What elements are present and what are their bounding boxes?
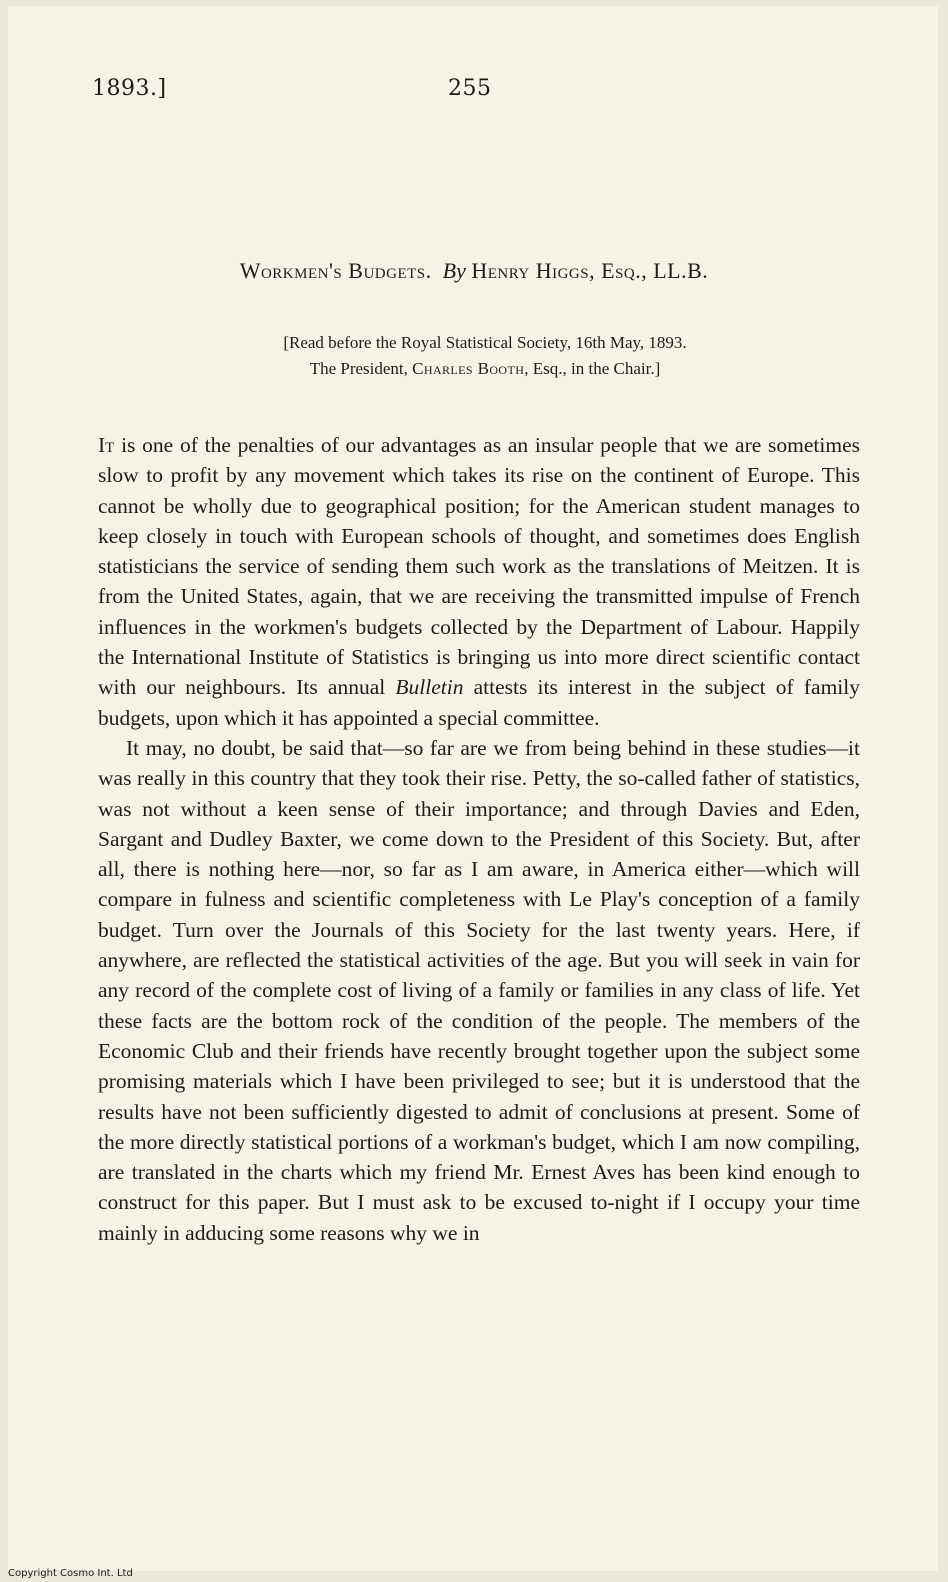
paragraph-1-text-b: attests its interest in the subject of family budgets, upon which it has appointed a special committee. xyxy=(98,675,860,730)
article-title xyxy=(0,258,948,284)
title-author: Henry Higgs, Esq., LL.B. xyxy=(471,258,709,283)
read-note-line-2 xyxy=(195,356,775,382)
page-number: 255 xyxy=(448,76,492,101)
read-note-post: , Esq., in the Chair.] xyxy=(524,359,661,378)
paragraph-1-italic: Bulletin xyxy=(395,675,464,700)
paragraph-1-lead: It xyxy=(98,433,115,457)
paragraph-2: It may, no doubt, be said that—so far are we from being behind in these studies—it was really in this country that they took their rise. Petty, the so-called father of statistics, was not without a keen sense of their importance; and through Davies and Eden, Sargant and Dudley Baxter, we come down to the President of this Society. But, after all, there is nothing here—nor, so far as I am aware, in America either—which will compare in fulness and scientific completeness with Le Play's conception of a family budget. Turn over the Journals of this Society for the last twenty years. Here, if anywhere, are reflected the statistical activities of the age. But you will seek in vain for any record of the complete cost of living of a family or families in any class of life. Yet these facts are the bottom rock of the condition of the people. The members of the Economic Club and their friends have recently brought together upon the subject some promising materials which I have been privileged to see; but it is understood that the results have not been sufficiently digested to admit of conclusions at present. Some of the more directly statistical portions of a workman's budget, which I am now compiling, are translated in the charts which my friend Mr. Ernest Aves has been kind enough to construct for this paper. But I must ask to be excused to-night if I occupy your time mainly in adducing some reasons why we in xyxy=(98,735,860,1245)
read-note-pre: The President, xyxy=(309,359,413,378)
paragraph-1 xyxy=(98,430,860,733)
read-note xyxy=(195,330,775,382)
body-text xyxy=(98,430,860,1248)
copyright-notice: Copyright Cosmo Int. Ltd xyxy=(8,1568,133,1579)
read-note-chair-name: Charles Booth xyxy=(412,359,525,378)
paragraph-1-text-a: is one of the penalties of our advantages as an insular people that we are sometimes slow to profit by any movement which takes its rise on the continent of Europe. This cannot be wholly due to geographical position; for the American student manages to keep closely in touch with European schools of thought, and sometimes does English statisticians the service of sending them such work as the translations of Meitzen. It is from the United States, again, that we are receiving the transmitted impulse of French influences in the workmen's budgets collected by the Department of Labour. Happily the International Institute of Statistics is bringing us into more direct scientific contact with our neighbours. Its annual xyxy=(98,433,860,700)
read-note-line-1: [Read before the Royal Statistical Society, 16th May, 1893. xyxy=(283,333,687,352)
running-head-year: 1893.] xyxy=(92,76,167,101)
title-by: By xyxy=(442,258,466,283)
title-text: Workmen's Budgets. xyxy=(239,258,432,283)
